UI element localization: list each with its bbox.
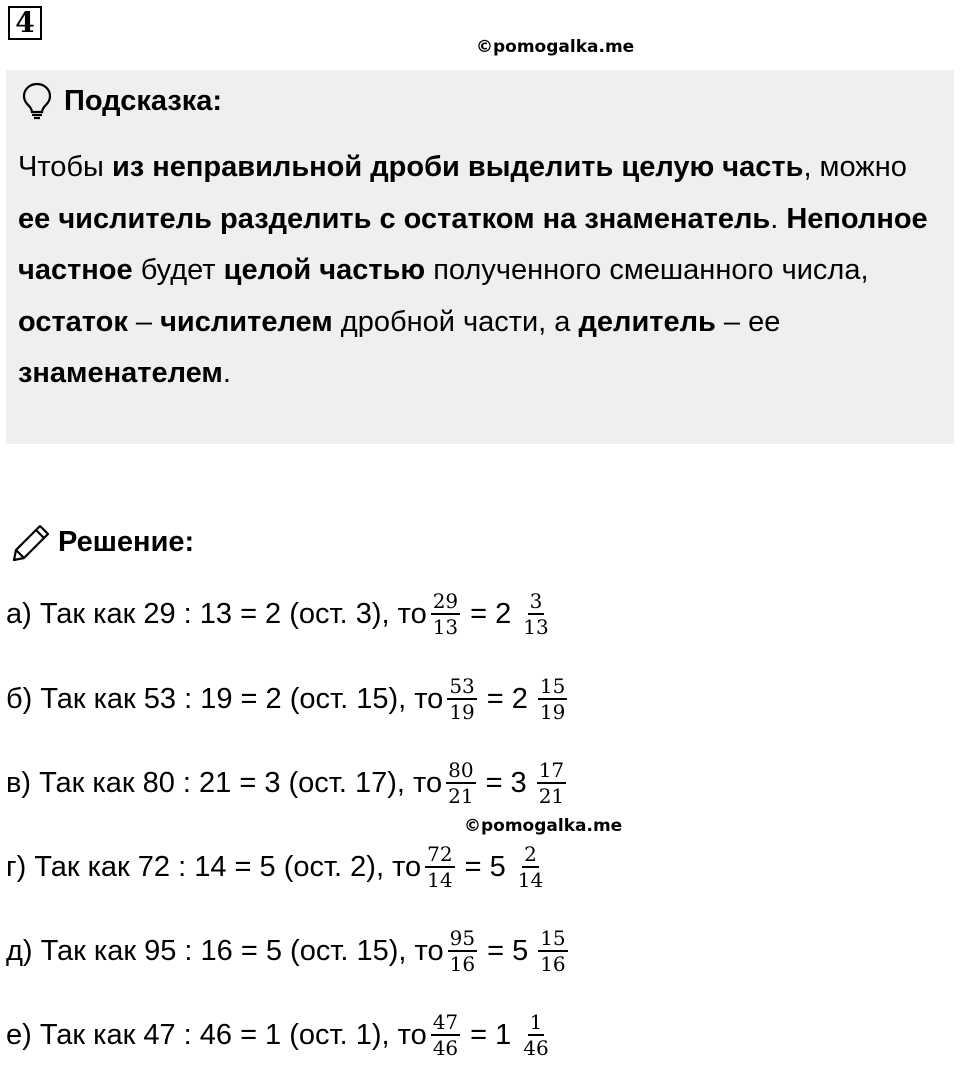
solution-row [6,1004,555,1066]
hint-bold-segment: из неправильной дроби выделить целую часть [111,151,804,183]
hint-bold-segment: числителем [160,305,333,338]
hint-text-segment: полученного смешанного числа, [425,254,869,286]
hint-bold-segment: целой частью [223,254,426,286]
hint-text-segment: . [770,202,787,235]
watermark-middle: ©pomogalka.me [464,816,623,836]
improper-fraction [446,758,475,808]
improper-fraction [431,589,460,639]
improper-fraction [431,1010,460,1060]
row-equals-whole: = 5 [487,934,529,967]
hint-text-segment: Чтобы [18,151,112,183]
solution-title: Решение: [58,525,195,558]
row-label: а) Так как 29 : 13 = 2 (ост. 3), то [6,597,427,630]
solution-row [6,752,570,814]
solution-row [6,583,555,645]
hint-text-segment: . [222,357,231,389]
hint-text-segment: , можно [803,151,907,183]
hint-bold-segment: знаменателем [18,357,223,389]
row-label: е) Так как 47 : 46 = 1 (ост. 1), то [6,1018,427,1051]
fraction-numerator: 47 [432,1010,459,1034]
row-label: в) Так как 80 : 21 = 3 (ост. 17), то [6,766,443,799]
fraction-numerator: 1 [529,1010,543,1034]
mixed-fraction-part [521,589,550,639]
row-equals-whole: = 2 [470,597,512,630]
solution-row [6,920,572,982]
hint-title: Подсказка: [64,84,223,117]
fraction-numerator: 53 [449,674,475,698]
fraction-numerator: 17 [538,758,565,782]
fraction-numerator: 95 [449,926,476,950]
row-equals-whole: = 3 [485,766,527,799]
row-equals-whole: = 5 [464,850,506,883]
hint-header [22,82,222,120]
fraction-denominator: 13 [432,615,459,639]
fraction-numerator: 15 [539,674,566,698]
row-label: г) Так как 72 : 14 = 5 (ост. 2), то [6,850,422,883]
fraction-numerator: 72 [427,842,453,866]
fraction-denominator: 21 [448,784,474,808]
lightbulb-icon [22,82,52,120]
improper-fraction [425,842,454,892]
fraction-denominator: 46 [523,1036,549,1060]
hint-text [18,142,938,400]
fraction-denominator: 16 [540,952,566,976]
row-equals-whole: = 2 [486,682,528,715]
mixed-fraction-part [537,758,566,808]
mixed-fraction-part [538,674,567,724]
solution-row [6,836,549,898]
row-label: д) Так как 95 : 16 = 5 (ост. 15), то [6,934,444,967]
fraction-numerator: 15 [540,926,566,950]
hint-text-segment: будет [132,254,224,286]
fraction-denominator: 21 [538,784,565,808]
fraction-numerator: 29 [432,589,459,613]
fraction-denominator: 46 [432,1036,459,1060]
fraction-denominator: 19 [449,700,475,724]
fraction-denominator: 14 [517,868,544,892]
fraction-numerator: 3 [529,589,543,613]
hint-text-segment: – ее [715,305,781,338]
watermark-top: ©pomogalka.me [476,37,635,57]
fraction-denominator: 14 [427,868,453,892]
hint-text-segment: – [127,305,161,338]
hint-bold-segment: ее числитель разделить с остатком на знаменатель [18,202,771,235]
mixed-fraction-part [516,842,545,892]
row-label: б) Так как 53 : 19 = 2 (ост. 15), то [6,682,444,715]
improper-fraction [447,674,476,724]
solution-row [6,668,571,730]
mixed-fraction-part [521,1010,550,1060]
fraction-numerator: 80 [448,758,474,782]
pencil-icon [10,522,52,562]
row-equals-whole: = 1 [470,1018,512,1051]
mixed-fraction-part [538,926,567,976]
fraction-denominator: 16 [449,952,476,976]
fraction-denominator: 19 [539,700,566,724]
hint-bold-segment: остаток [18,305,128,338]
solution-header [10,522,194,562]
improper-fraction [448,926,477,976]
hint-bold-segment: Неполное частное [18,202,928,286]
hint-text-segment: дробной части, а [332,305,579,338]
fraction-denominator: 13 [523,615,549,639]
hint-bold-segment: делитель [578,305,716,338]
hint-box [6,70,954,444]
task-number: 4 [8,6,42,40]
fraction-numerator: 2 [524,842,537,866]
